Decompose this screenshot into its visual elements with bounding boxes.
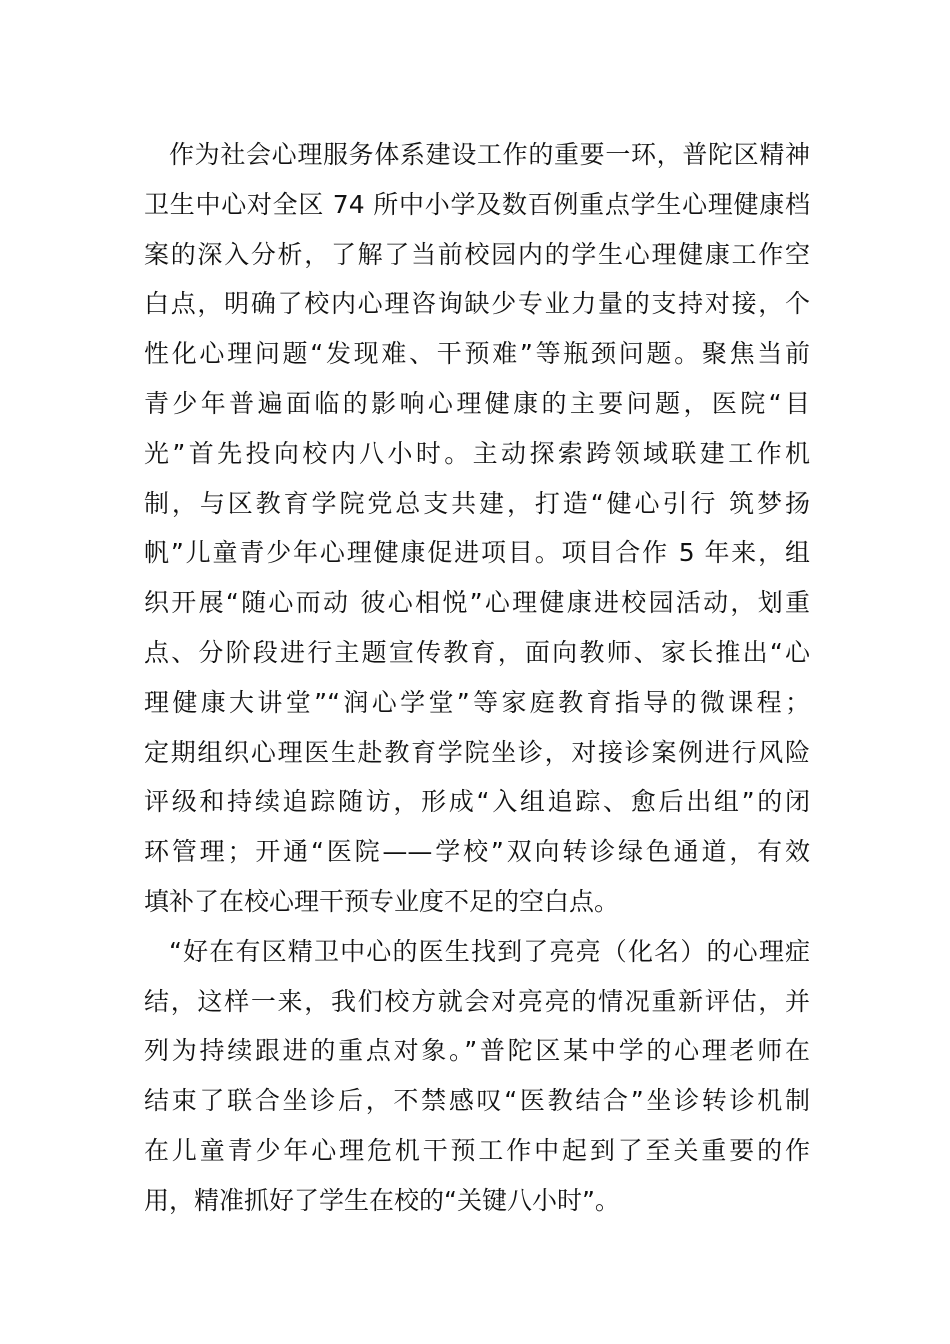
paragraph-1-line-14: 评级和持续追踪随访，形成“入组追踪、愈后出组”的闭 xyxy=(144,787,810,817)
paragraph-1-line-6: 青少年普遍面临的影响心理健康的主要问题，医院“目 xyxy=(144,388,810,418)
paragraph-2-line-2: 结，这样一来，我们校方就会对亮亮的情况重新评估，并 xyxy=(144,986,810,1016)
paragraph-1-line-5: 性化心理问题“发现难、干预难”等瓶颈问题。聚焦当前 xyxy=(144,339,810,369)
paragraph-2-line-5: 在儿童青少年心理危机干预工作中起到了至关重要的作 xyxy=(144,1135,810,1165)
paragraph-1-line-2: 卫生中心对全区 74 所中小学及数百例重点学生心理健康档 xyxy=(144,189,810,219)
paragraph-1-line-13: 定期组织心理医生赴教育学院坐诊，对接诊案例进行风险 xyxy=(144,737,810,767)
paragraph-1-line-12: 理健康大讲堂”“润心学堂”等家庭教育指导的微课程； xyxy=(144,687,810,717)
paragraph-1-line-7: 光”首先投向校内八小时。主动探索跨领域联建工作机 xyxy=(144,438,810,468)
paragraph-1-line-9: 帆”儿童青少年心理健康促进项目。项目合作 5 年来，组 xyxy=(144,538,810,568)
paragraph-1-line-3: 案的深入分析，了解了当前校园内的学生心理健康工作空 xyxy=(144,239,810,269)
paragraph-1-line-15: 环管理；开通“医院——学校”双向转诊绿色通道，有效 xyxy=(144,837,810,867)
article-body xyxy=(144,130,810,1226)
paragraph-1 xyxy=(144,130,810,927)
paragraph-2-line-4: 结束了联合坐诊后，不禁感叹“医教结合”坐诊转诊机制 xyxy=(144,1086,810,1116)
paragraph-1-line-4: 白点，明确了校内心理咨询缺少专业力量的支持对接，个 xyxy=(144,289,810,319)
paragraph-1-line-16: 填补了在校心理干预专业度不足的空白点。 xyxy=(144,886,620,916)
paragraph-1-line-10: 织开展“随心而动 彼心相悦”心理健康进校园活动，划重 xyxy=(144,588,810,618)
paragraph-2-line-1: “好在有区精卫中心的医生找到了亮亮（化名）的心理症 xyxy=(169,936,810,966)
paragraph-1-line-8: 制，与区教育学院党总支共建，打造“健心引行 筑梦扬 xyxy=(144,488,810,518)
paragraph-2 xyxy=(144,927,810,1226)
paragraph-2-line-3: 列为持续跟进的重点对象。”普陀区某中学的心理老师在 xyxy=(144,1036,810,1066)
paragraph-1-line-11: 点、分阶段进行主题宣传教育，面向教师、家长推出“心 xyxy=(144,637,810,667)
paragraph-2-line-6: 用，精准抓好了学生在校的“关键八小时”。 xyxy=(144,1185,620,1215)
paragraph-1-line-1: 作为社会心理服务体系建设工作的重要一环，普陀区精神 xyxy=(169,140,810,169)
